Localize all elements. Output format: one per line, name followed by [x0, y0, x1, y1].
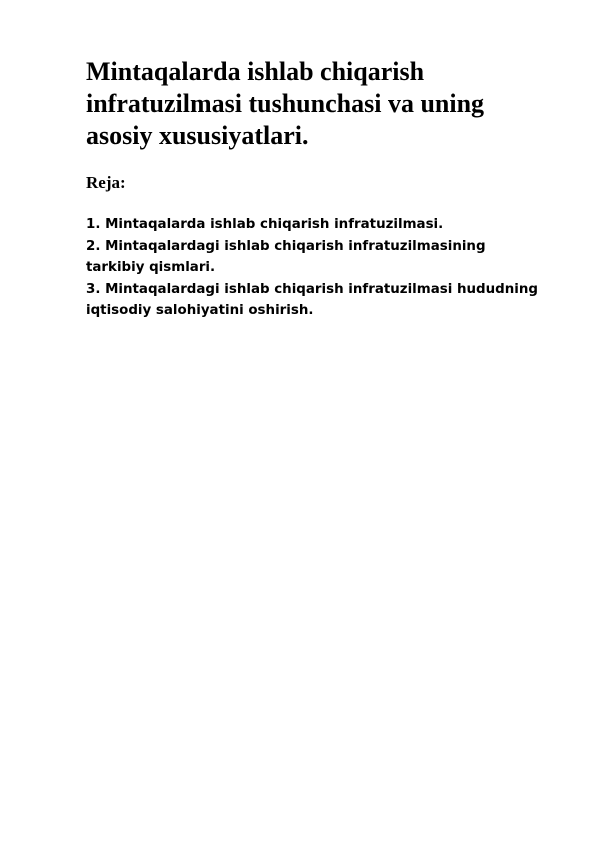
document-page	[86, 56, 546, 322]
plan-item: 2. Mintaqalardagi ishlab chiqarish infratuzilmasining tarkibiy qismlari.	[86, 238, 486, 275]
plan-item: 1. Mintaqalarda ishlab chiqarish infratuzilmasi.	[86, 217, 444, 232]
plan-heading: Reja:	[86, 173, 126, 192]
plan-list	[86, 214, 546, 322]
document-title: Mintaqalarda ishlab chiqarish infratuzilmasi tushunchasi va uning asosiy xususiyatlari.	[86, 57, 485, 150]
plan-item: 3. Mintaqalardagi ishlab chiqarish infratuzilmasi hududning iqtisodiy salohiyatini oshirish.	[86, 281, 538, 318]
